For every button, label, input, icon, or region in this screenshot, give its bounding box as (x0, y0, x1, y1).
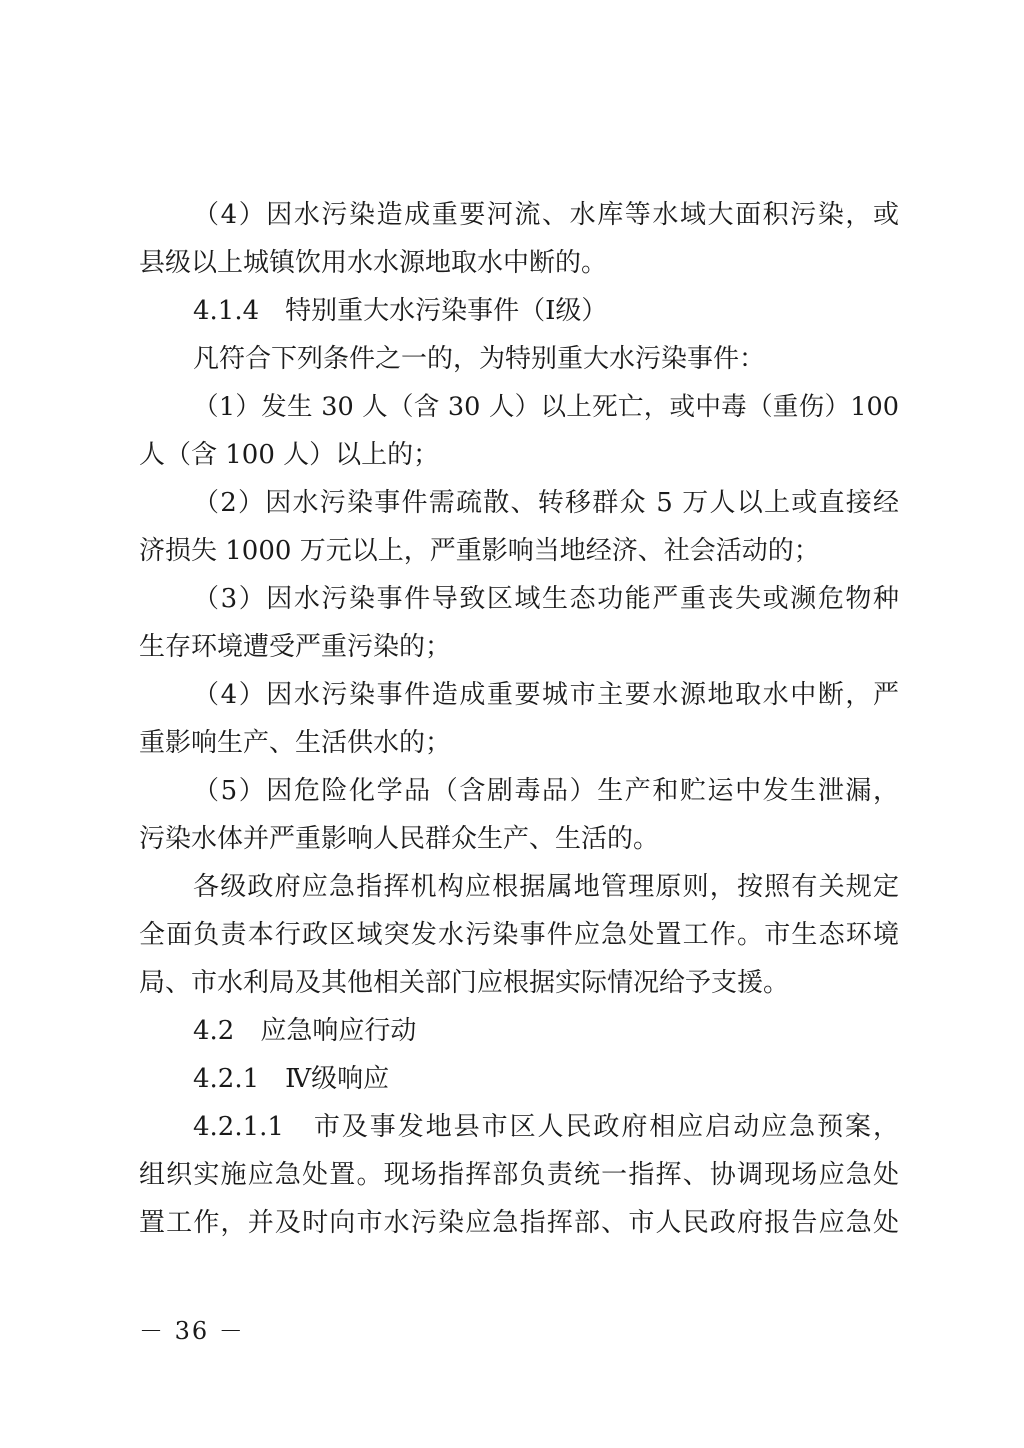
text-line: 县级以上城镇饮用水水源地取水中断的。 (139, 248, 608, 278)
text-line: 全面负责本行政区域突发水污染事件应急处置工作。市生态环境 (139, 920, 899, 950)
text-line: 4.2.1.1 市及事发地县市区人民政府相应启动应急预案， (193, 1112, 899, 1142)
text-line: （5）因危险化学品（含剧毒品）生产和贮运中发生泄漏， (193, 776, 899, 806)
text-line: 济损失 1000 万元以上，严重影响当地经济、社会活动的； (139, 536, 820, 566)
text-line: 组织实施应急处置。现场指挥部负责统一指挥、协调现场应急处 (139, 1160, 899, 1190)
text-line: （2）因水污染事件需疏散、转移群众 5 万人以上或直接经 (193, 488, 899, 518)
text-line: （3）因水污染事件导致区域生态功能严重丧失或濒危物种 (193, 584, 899, 614)
page-number: － 36 － (139, 1317, 245, 1345)
text-line: 置工作，并及时向市水污染应急指挥部、市人民政府报告应急处 (139, 1208, 899, 1238)
text-line: 各级政府应急指挥机构应根据属地管理原则，按照有关规定 (193, 872, 899, 902)
text-line: （4）因水污染事件造成重要城市主要水源地取水中断，严 (193, 680, 899, 710)
text-line: 局、市水利局及其他相关部门应根据实际情况给予支援。 (139, 968, 790, 998)
section-heading: 4.2.1 Ⅳ级响应 (193, 1064, 390, 1094)
text-line: 重影响生产、生活供水的； (139, 728, 452, 758)
body-text (139, 191, 899, 1247)
section-heading: 4.2 应急响应行动 (193, 1016, 417, 1046)
text-line: 凡符合下列条件之一的，为特别重大水污染事件： (193, 344, 766, 374)
text-line: 人（含 100 人）以上的； (139, 440, 440, 470)
text-line: 污染水体并严重影响人民群众生产、生活的。 (139, 824, 660, 854)
text-line: （1）发生 30 人（含 30 人）以上死亡，或中毒（重伤）100 (193, 392, 899, 422)
text-line: 生存环境遭受严重污染的； (139, 632, 452, 662)
text-line: （4）因水污染造成重要河流、水库等水域大面积污染，或 (193, 200, 899, 230)
section-heading: 4.1.4 特别重大水污染事件（Ⅰ级） (193, 296, 608, 326)
